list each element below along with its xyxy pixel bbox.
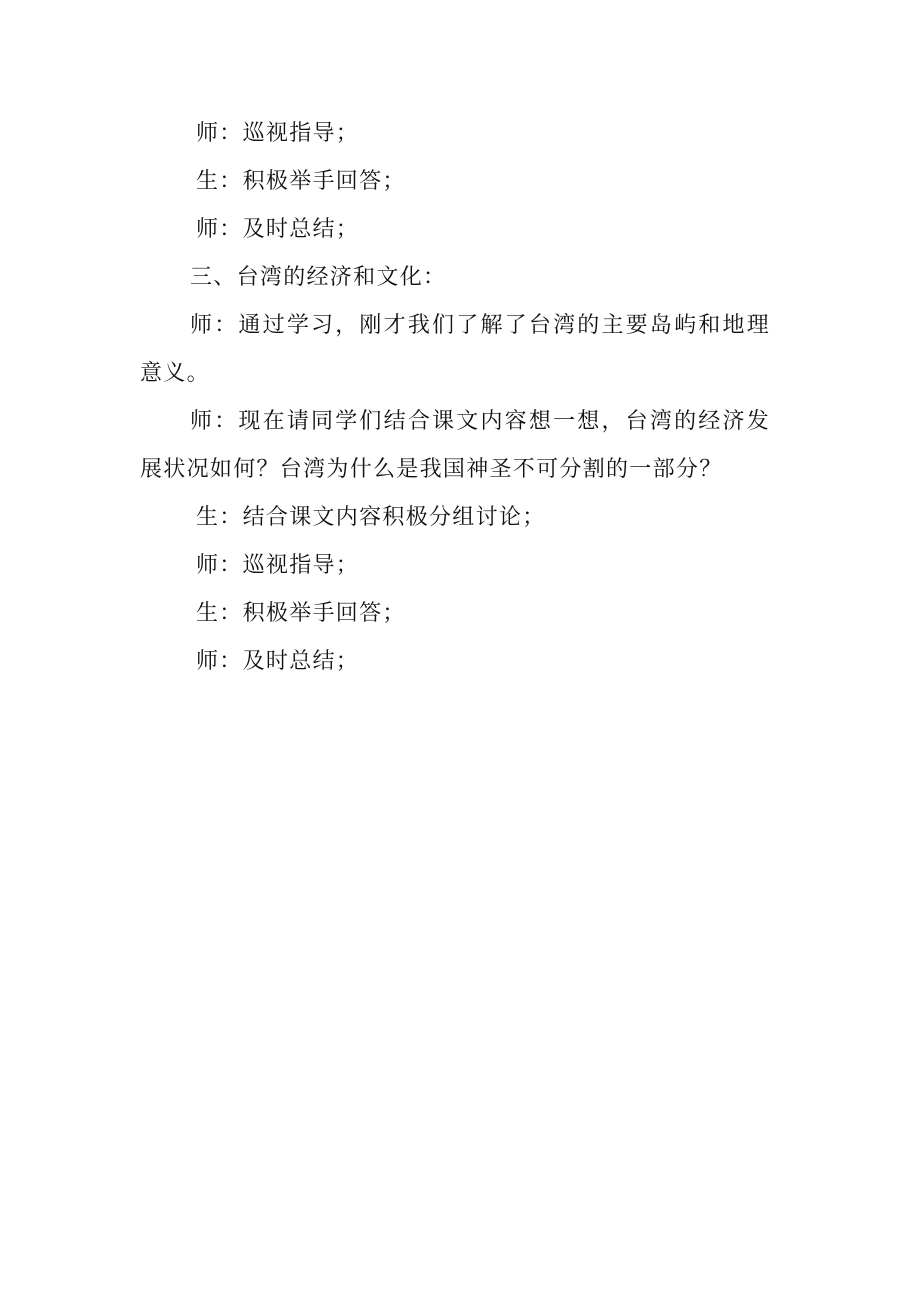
paragraph-teacher-patrol: 师：巡视指导； — [196, 121, 360, 146]
paragraph-teacher-review: 师：通过学习，刚才我们了解了台湾的主要岛屿和地理意义。 — [140, 313, 770, 386]
paragraph-teacher-patrol-2: 师：巡视指导； — [196, 553, 360, 578]
document-body — [140, 110, 770, 686]
paragraph-student-answer: 生：积极举手回答； — [196, 169, 406, 194]
paragraph-teacher-summary-2: 师：及时总结； — [196, 649, 360, 674]
paragraph-teacher-summary: 师：及时总结； — [196, 217, 360, 242]
paragraph-teacher-question: 师：现在请同学们结合课文内容想一想，台湾的经济发展状况如何？台湾为什么是我国神圣不可分割的一部分？ — [140, 409, 770, 482]
paragraph-student-discussion: 生：结合课文内容积极分组讨论； — [196, 505, 546, 530]
section-heading-economy-culture: 三、台湾的经济和文化： — [190, 265, 447, 290]
paragraph-student-answer-2: 生：积极举手回答； — [196, 601, 406, 626]
